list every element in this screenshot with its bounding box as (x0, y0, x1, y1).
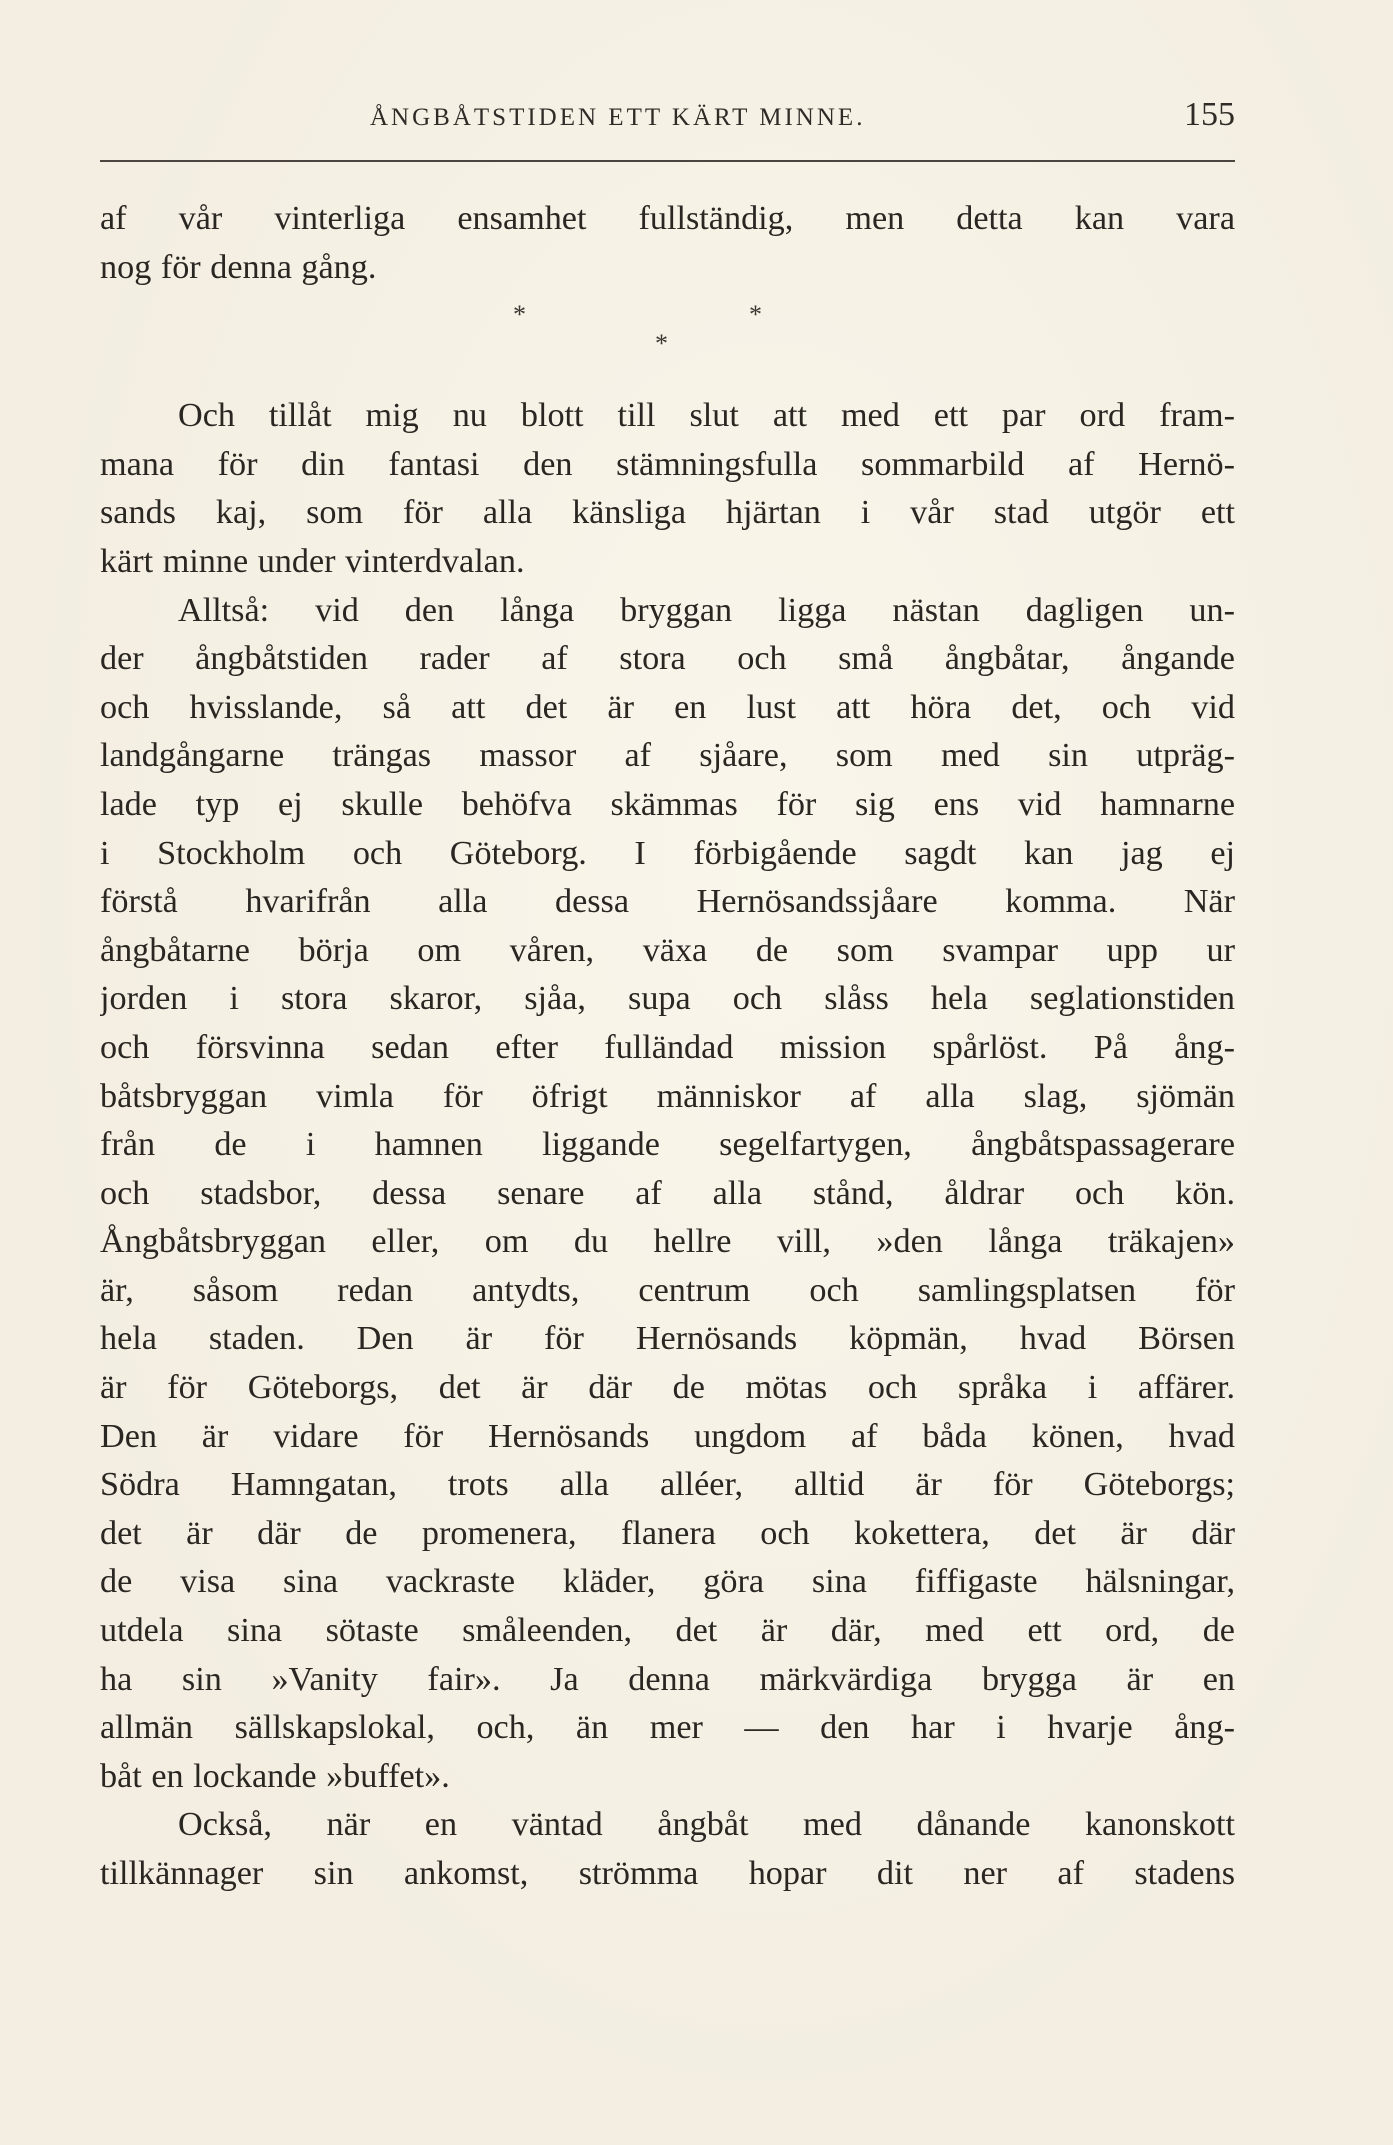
text-line: tillkännager sin ankomst, strömma hopar dit ner af stadens (100, 1855, 1235, 1892)
text-line: och stadsbor, dessa senare af alla stånd, åldrar och kön. (100, 1174, 1235, 1212)
paragraph-first-line: Och tillåt mig nu blott till slut att med ett par ord fram- (178, 397, 1235, 435)
text-line: landgångarne trängas massor af sjåare, som med sin utpräg- (100, 737, 1235, 775)
text-line: från de i hamnen liggande segelfartygen, ångbåtspassagerare (100, 1126, 1235, 1164)
text-line: lade typ ej skulle behöfva skämmas för sig ens vid hamnarne (100, 785, 1235, 823)
text-line: ha sin »Vanity fair». Ja denna märkvärdiga brygga är en (100, 1660, 1235, 1698)
text-line: allmän sällskapslokal, och, än mer — den har i hvarje ång- (100, 1709, 1235, 1747)
text-line: Ångbåtsbryggan eller, om du hellre vill, »den långa träkajen» (100, 1223, 1235, 1261)
paragraph-first-line: Alltså: vid den långa bryggan ligga nästan dagligen un- (178, 591, 1235, 629)
text-line: båtsbryggan vimla för öfrigt människor af alla slag, sjömän (100, 1077, 1235, 1115)
text-line: Den är vidare för Hernösands ungdom af båda könen, hvad (100, 1417, 1235, 1455)
text-line: de visa sina vackraste kläder, göra sina fiffigaste hälsningar, (100, 1563, 1235, 1601)
text-line: är för Göteborgs, det är där de mötas och språka i affärer. (100, 1369, 1235, 1407)
body-text (100, 195, 1235, 1899)
asterisk: * (749, 300, 762, 329)
text-line: nog för denna gång. (100, 248, 377, 286)
page-number: 155 (1184, 96, 1235, 133)
text-line: mana för din fantasi den stämningsfulla sommarbild af Hernö- (100, 445, 1235, 483)
text-line: och hvisslande, så att det är en lust att höra det, och vid (100, 688, 1235, 726)
page-header (100, 92, 1235, 142)
text-line: och försvinna sedan efter fulländad mission spårlöst. På ång- (100, 1028, 1235, 1066)
text-line: i Stockholm och Göteborg. I förbigående sagdt kan jag ej (100, 834, 1235, 872)
running-title: ÅNGBÅTSTIDEN ETT KÄRT MINNE. (370, 104, 866, 131)
text-line: utdela sina sötaste småleenden, det är där, med ett ord, de (100, 1612, 1235, 1650)
asterisk: * (655, 329, 668, 358)
paragraph-first-line: Också, när en väntad ångbåt med dånande kanonskott (178, 1806, 1235, 1844)
text-line: förstå hvarifrån alla dessa Hernösandssjåare komma. När (100, 883, 1235, 921)
text-line: det är där de promenera, flanera och kokettera, det är där (100, 1514, 1235, 1552)
asterisk: * (513, 300, 526, 329)
text-line: båt en lockande »buffet». (100, 1757, 450, 1795)
text-line: kärt minne under vinterdvalan. (100, 542, 525, 580)
text-line: Södra Hamngatan, trots alla alléer, alltid är för Göteborgs; (100, 1466, 1235, 1504)
text-line: är, såsom redan antydts, centrum och samlingsplatsen för (100, 1271, 1235, 1309)
text-line: af vår vinterliga ensamhet fullständig, men detta kan vara (100, 200, 1235, 237)
text-line: jorden i stora skaror, sjåa, supa och slåss hela seglationstiden (100, 980, 1235, 1018)
text-line: der ångbåtstiden rader af stora och små ångbåtar, ångande (100, 640, 1235, 678)
text-line: sands kaj, som för alla känsliga hjärtan i vår stad utgör ett (100, 494, 1235, 532)
text-line: ångbåtarne börja om våren, växa de som svampar upp ur (100, 931, 1235, 969)
text-line: hela staden. Den är för Hernösands köpmän, hvad Börsen (100, 1320, 1235, 1358)
header-rule (100, 160, 1235, 162)
